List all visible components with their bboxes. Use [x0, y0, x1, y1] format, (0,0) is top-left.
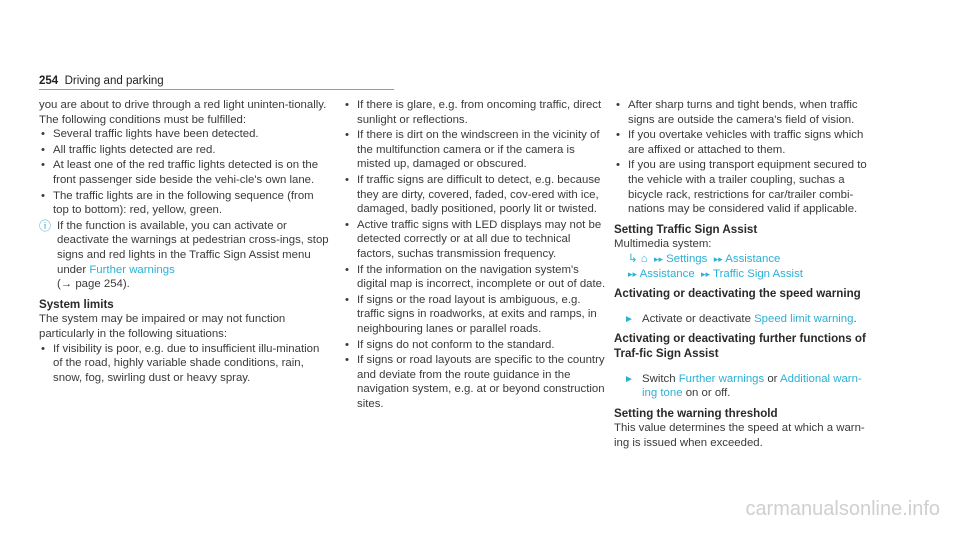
- multimedia-label: Multimedia system:: [614, 238, 712, 251]
- column-3: [614, 98, 876, 450]
- nav-settings[interactable]: Settings: [666, 252, 708, 265]
- info-icon: ⓘ: [39, 218, 52, 233]
- section-title: Driving and parking: [64, 75, 164, 87]
- nav-assistance[interactable]: Assistance: [725, 252, 781, 265]
- further-functions-heading: Activating or deactivating further functions of Traf-fic Sign Assist: [614, 332, 866, 360]
- step-arrow-icon: ►: [624, 313, 634, 325]
- speed-warning-step: ► Activate or deactivate Speed limit warning.: [614, 312, 876, 327]
- chevron-right-icon: ▸▸: [713, 253, 723, 264]
- chevron-right-icon: ▸▸: [701, 268, 711, 279]
- list-item: • All traffic lights detected are red.: [41, 143, 216, 156]
- list-item: • If traffic signs are difficult to detect, e.g. because they are dirty, covered, faded, cov-ered with ice, damaged, badly positioned, poorly lit or twisted.: [345, 173, 601, 216]
- further-functions-step: ► Switch Further warnings or Additional warn-ing tone on or off.: [624, 372, 862, 400]
- list-item: • Several traffic lights have been detected.: [41, 128, 259, 141]
- list-item: • At least one of the red traffic lights detected is on the front passenger side beside the vehi-cle's own lane.: [41, 159, 319, 186]
- column-1: [39, 98, 331, 386]
- list-item: • After sharp turns and tight bends, when traffic signs are outside the camera's field of vision.: [616, 99, 858, 126]
- threshold-heading: Setting the warning threshold: [614, 406, 778, 420]
- list-item: • If there is dirt on the windscreen in the vicinity of the multifunction camera or if the camera is misted up, damaged or obscured.: [345, 129, 600, 171]
- column-2: [343, 98, 607, 412]
- list-item: • Active traffic signs with LED displays may not be detected correctly or at all due to technical factors, suchas transmission frequency.: [345, 218, 602, 260]
- page-ref[interactable]: (→ page 254).: [57, 278, 130, 291]
- speed-limit-warning-link[interactable]: Speed limit warning: [754, 312, 854, 325]
- home-icon[interactable]: ⌂: [640, 252, 648, 265]
- threshold-text: This value determines the speed at which a warn-ing is issued when exceeded.: [614, 422, 865, 449]
- setting-heading: Setting Traffic Sign Assist: [614, 222, 758, 236]
- list-item: • If visibility is poor, e.g. due to insufficient illu-mination of the road, highly variable shade conditions, rain, snow, fog, swirling dust or heavy spray.: [41, 342, 320, 384]
- list-item: • If you overtake vehicles with traffic signs which are affixed or attached to them.: [616, 129, 864, 156]
- watermark: carmanualsonline.info: [745, 498, 940, 520]
- list-item: • If signs do not conform to the standard.: [345, 338, 555, 351]
- speed-warning-heading: Activating or deactivating the speed warning: [614, 287, 861, 301]
- step-arrow-icon: ►: [624, 373, 634, 385]
- header-divider: [39, 89, 394, 90]
- page-number: 254: [39, 75, 59, 87]
- nav-path-2: [614, 267, 876, 282]
- intro-text: you are about to drive through a red light uninten-tionally.: [39, 99, 327, 111]
- chevron-right-icon: ▸▸: [653, 253, 663, 264]
- limits-heading: System limits: [39, 297, 114, 311]
- nav-traffic-sign-assist[interactable]: Traffic Sign Assist: [713, 267, 803, 280]
- further-warnings-link[interactable]: Further warnings: [89, 263, 175, 276]
- list-item: • If there is glare, e.g. from oncoming traffic, direct sunlight or reflections.: [345, 99, 602, 126]
- list-item: • If the information on the navigation system's digital map is incorrect, incomplete or out of date.: [345, 263, 606, 291]
- list-item: • If you are using transport equipment secured to the vehicle with a trailer coupling, suchas a bicycle rack, restrictions for car/trailer combi-nations may be considered valid if applicable.: [616, 159, 867, 216]
- chevron-right-icon: ▸▸: [628, 268, 638, 279]
- additional-warning-tone-option[interactable]: Additional warn-ing tone: [642, 372, 862, 400]
- limits-text: The system may be impaired or may not function particularly in the following situations:: [39, 313, 286, 340]
- return-arrow-icon: ↳: [628, 252, 638, 265]
- page-header: [39, 75, 164, 87]
- further-warnings-option[interactable]: Further warnings: [678, 372, 765, 385]
- list-item: • The traffic lights are in the following sequence (from top to bottom): red, yellow, green.: [41, 189, 314, 217]
- nav-path-1: [614, 252, 876, 267]
- nav-assistance-2[interactable]: Assistance: [639, 267, 695, 280]
- conditions-intro: The following conditions must be fulfilled:: [39, 113, 247, 126]
- list-item: • If signs or road layouts are specific to the country and deviate from the route guidance in the navigation system, e.g. at or beyond construction sites.: [345, 354, 605, 410]
- list-item: • If signs or the road layout is ambiguous, e.g. traffic signs in roadworks, at exits and ramps, in neighbouring lanes or parallel roads.: [345, 293, 597, 335]
- info-note: ⓘ If the function is available, you can activate or deactivate the warnings at pedestrian cross-ings, stop signs and red lights in the Traffic Sign Assist menu under Further warnings (→ page 254).: [39, 218, 329, 291]
